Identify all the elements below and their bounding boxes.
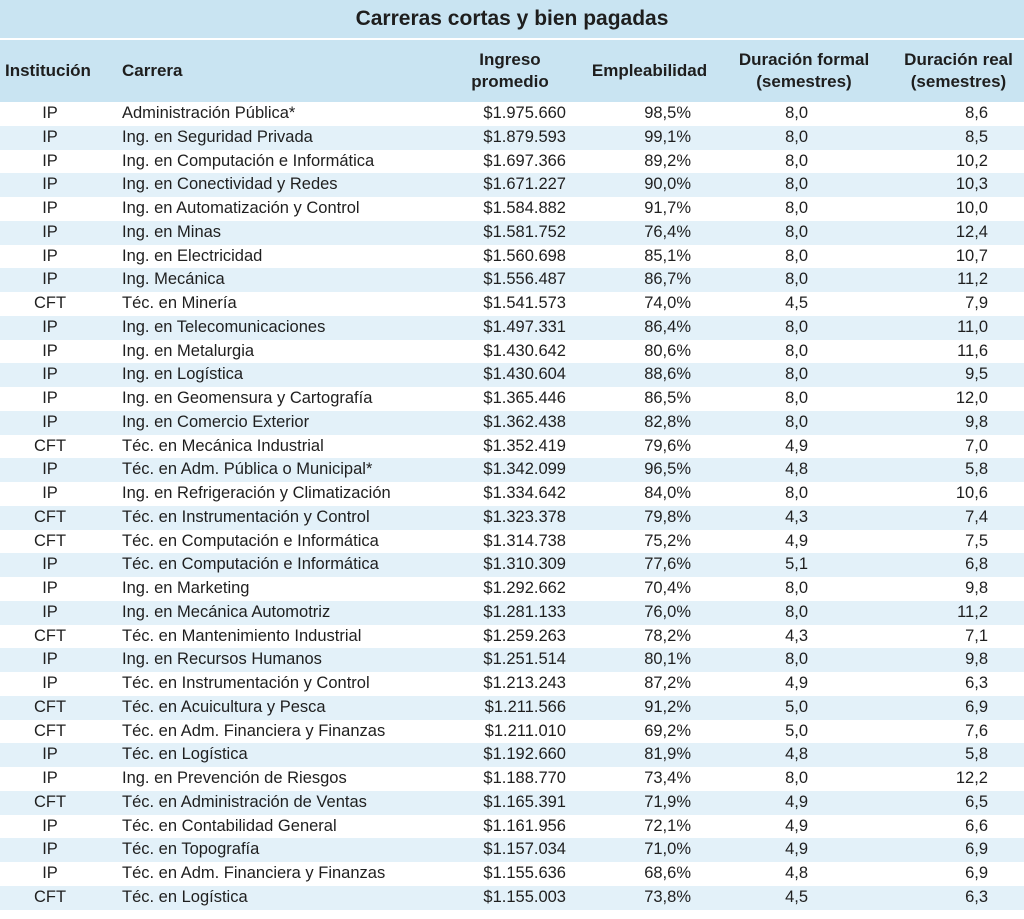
cell-institucion: CFT bbox=[33, 887, 67, 906]
cell-institucion: IP bbox=[42, 555, 58, 574]
cell-empleabilidad: 73,8% bbox=[644, 887, 691, 906]
cell-duracion-formal: 8,0 bbox=[785, 151, 808, 170]
header-duracion-real-line1: Duración real bbox=[904, 50, 1013, 69]
cell-empleabilidad: 68,6% bbox=[644, 864, 691, 882]
cell-carrera: Téc. en Mecánica Industrial bbox=[122, 436, 324, 455]
table-row bbox=[0, 340, 1024, 364]
cell-carrera: Ing. en Marketing bbox=[122, 579, 250, 597]
cell-carrera: Téc. en Instrumentación y Control bbox=[122, 674, 370, 692]
header-carrera: Carrera bbox=[122, 61, 183, 80]
cell-institucion: IP bbox=[42, 175, 58, 194]
cell-duracion-formal: 4,9 bbox=[785, 792, 808, 811]
cell-ingreso: $1.213.243 bbox=[483, 674, 566, 692]
cell-duracion-real: 11,6 bbox=[957, 341, 988, 360]
cell-duracion-formal: 8,0 bbox=[785, 484, 808, 502]
cell-ingreso: $1.155.003 bbox=[483, 887, 566, 906]
cell-carrera: Téc. en Logística bbox=[122, 887, 248, 906]
cell-institucion: CFT bbox=[33, 507, 67, 526]
table-row bbox=[0, 126, 1024, 150]
cell-duracion-real: 10,0 bbox=[955, 199, 988, 217]
cell-duracion-real: 6,9 bbox=[965, 840, 988, 859]
table-row bbox=[0, 767, 1024, 791]
cell-institucion: IP bbox=[42, 104, 58, 122]
cell-carrera: Téc. en Contabilidad General bbox=[122, 816, 337, 835]
cell-institucion: IP bbox=[42, 674, 58, 692]
cell-duracion-real: 9,8 bbox=[965, 412, 988, 431]
cell-empleabilidad: 99,1% bbox=[644, 127, 691, 146]
cell-empleabilidad: 91,2% bbox=[644, 697, 691, 716]
cell-carrera: Téc. en Instrumentación y Control bbox=[122, 507, 370, 526]
cell-duracion-real: 12,2 bbox=[955, 769, 988, 787]
cell-ingreso: $1.697.366 bbox=[483, 151, 566, 170]
cell-duracion-formal: 5,1 bbox=[785, 555, 808, 574]
cell-duracion-formal: 5,0 bbox=[785, 697, 808, 716]
cell-institucion: CFT bbox=[33, 626, 67, 645]
cell-institucion: CFT bbox=[33, 721, 67, 740]
cell-institucion: IP bbox=[42, 745, 58, 764]
table-row bbox=[0, 245, 1024, 269]
header-duracion-formal-line2: (semestres) bbox=[756, 72, 852, 91]
cell-empleabilidad: 86,7% bbox=[644, 270, 691, 289]
cell-carrera: Téc. en Minería bbox=[122, 294, 237, 312]
cell-empleabilidad: 79,8% bbox=[644, 507, 691, 526]
table-row bbox=[0, 411, 1024, 435]
cell-ingreso: $1.251.514 bbox=[483, 650, 566, 669]
cell-duracion-formal: 4,8 bbox=[785, 460, 808, 479]
cell-duracion-formal: 8,0 bbox=[785, 365, 808, 384]
header-ingreso-line2: promedio bbox=[471, 72, 549, 91]
cell-carrera: Ing. en Minas bbox=[122, 222, 222, 241]
cell-duracion-real: 8,5 bbox=[965, 127, 988, 146]
cell-carrera: Téc. en Administración de Ventas bbox=[122, 792, 367, 811]
cell-ingreso: $1.556.487 bbox=[483, 270, 566, 289]
cell-duracion-formal: 8,0 bbox=[785, 175, 808, 194]
cell-ingreso: $1.879.593 bbox=[483, 127, 566, 146]
cell-carrera: Téc. en Acuicultura y Pesca bbox=[122, 697, 326, 716]
cell-empleabilidad: 78,2% bbox=[644, 626, 691, 645]
cell-ingreso: $1.581.752 bbox=[483, 222, 566, 241]
cell-duracion-formal: 4,8 bbox=[785, 864, 808, 882]
cell-institucion: IP bbox=[42, 602, 58, 621]
cell-duracion-formal: 8,0 bbox=[785, 199, 808, 217]
cell-duracion-real: 7,5 bbox=[965, 531, 988, 550]
cell-institucion: IP bbox=[42, 199, 58, 217]
cell-empleabilidad: 74,0% bbox=[644, 294, 691, 312]
table-row bbox=[0, 292, 1024, 316]
table-row bbox=[0, 553, 1024, 577]
table-row bbox=[0, 506, 1024, 530]
cell-empleabilidad: 86,4% bbox=[644, 317, 691, 336]
cell-institucion: IP bbox=[42, 270, 58, 289]
table-row bbox=[0, 696, 1024, 720]
cell-duracion-formal: 8,0 bbox=[785, 579, 808, 597]
cell-ingreso: $1.323.378 bbox=[483, 507, 566, 526]
header-ingreso-line1: Ingreso bbox=[479, 50, 541, 69]
cell-ingreso: $1.281.133 bbox=[483, 602, 566, 621]
cell-ingreso: $1.155.636 bbox=[483, 864, 566, 882]
cell-ingreso: $1.292.662 bbox=[483, 579, 566, 597]
cell-duracion-formal: 4,9 bbox=[785, 531, 808, 550]
cell-ingreso: $1.560.698 bbox=[483, 246, 566, 265]
cell-carrera: Ing. en Comercio Exterior bbox=[122, 412, 310, 431]
cell-empleabilidad: 77,6% bbox=[644, 555, 691, 574]
cell-duracion-formal: 8,0 bbox=[785, 270, 808, 289]
cell-ingreso: $1.430.604 bbox=[483, 365, 566, 384]
cell-ingreso: $1.497.331 bbox=[483, 317, 566, 336]
cell-empleabilidad: 96,5% bbox=[644, 460, 691, 479]
cell-institucion: IP bbox=[42, 317, 58, 336]
cell-carrera: Ing. en Refrigeración y Climatización bbox=[122, 484, 391, 502]
cell-empleabilidad: 75,2% bbox=[644, 531, 691, 550]
cell-empleabilidad: 81,9% bbox=[644, 745, 691, 764]
cell-ingreso: $1.161.956 bbox=[483, 816, 566, 835]
cell-institucion: IP bbox=[42, 412, 58, 431]
cell-duracion-real: 10,3 bbox=[955, 175, 988, 194]
cell-ingreso: $1.259.263 bbox=[483, 626, 566, 645]
table-row bbox=[0, 625, 1024, 649]
cell-institucion: IP bbox=[42, 246, 58, 265]
table-row bbox=[0, 173, 1024, 197]
cell-ingreso: $1.342.099 bbox=[483, 460, 566, 479]
cell-duracion-formal: 8,0 bbox=[785, 317, 808, 336]
cell-institucion: CFT bbox=[33, 531, 67, 550]
cell-empleabilidad: 69,2% bbox=[644, 721, 691, 740]
cell-ingreso: $1.430.642 bbox=[483, 341, 566, 360]
cell-institucion: IP bbox=[42, 650, 58, 669]
cell-ingreso: $1.334.642 bbox=[483, 484, 566, 502]
cell-empleabilidad: 90,0% bbox=[644, 175, 691, 194]
cell-institucion: IP bbox=[42, 127, 58, 146]
table-row bbox=[0, 815, 1024, 839]
cell-carrera: Ing. en Telecomunicaciones bbox=[122, 317, 326, 336]
cell-ingreso: $1.157.034 bbox=[483, 840, 566, 859]
cell-empleabilidad: 98,5% bbox=[644, 104, 691, 122]
cell-duracion-real: 6,6 bbox=[965, 816, 988, 835]
cell-carrera: Ing. Mecánica bbox=[122, 270, 225, 289]
cell-duracion-formal: 8,0 bbox=[785, 246, 808, 265]
cell-duracion-formal: 8,0 bbox=[785, 127, 808, 146]
cell-duracion-real: 9,8 bbox=[965, 579, 988, 597]
table-row bbox=[0, 102, 1024, 126]
cell-institucion: CFT bbox=[33, 792, 67, 811]
cell-duracion-formal: 8,0 bbox=[785, 341, 808, 360]
cell-ingreso: $1.352.419 bbox=[483, 436, 566, 455]
table-row bbox=[0, 268, 1024, 292]
table-row bbox=[0, 862, 1024, 886]
cell-empleabilidad: 71,0% bbox=[644, 840, 691, 859]
header-ingreso bbox=[450, 40, 570, 102]
cell-ingreso: $1.211.566 bbox=[484, 697, 566, 716]
cell-duracion-formal: 4,8 bbox=[785, 745, 808, 764]
cell-carrera: Téc. en Adm. Financiera y Finanzas bbox=[122, 864, 386, 882]
cell-empleabilidad: 80,1% bbox=[644, 650, 691, 669]
cell-ingreso: $1.188.770 bbox=[483, 769, 566, 787]
cell-institucion: IP bbox=[42, 840, 58, 859]
cell-empleabilidad: 80,6% bbox=[644, 341, 691, 360]
cell-duracion-real: 9,8 bbox=[965, 650, 988, 669]
cell-duracion-formal: 4,9 bbox=[785, 816, 808, 835]
table-row bbox=[0, 791, 1024, 815]
table-row bbox=[0, 197, 1024, 221]
table-row bbox=[0, 886, 1024, 910]
cell-duracion-real: 11,0 bbox=[957, 317, 988, 336]
table-row bbox=[0, 577, 1024, 601]
cell-duracion-formal: 4,9 bbox=[785, 840, 808, 859]
cell-duracion-real: 6,3 bbox=[965, 674, 988, 692]
cell-carrera: Ing. en Prevención de Riesgos bbox=[122, 769, 347, 787]
table-title: Carreras cortas y bien pagadas bbox=[0, 0, 1024, 40]
cell-duracion-formal: 5,0 bbox=[785, 721, 808, 740]
cell-empleabilidad: 71,9% bbox=[644, 792, 691, 811]
cell-empleabilidad: 79,6% bbox=[644, 436, 691, 455]
cell-duracion-real: 6,3 bbox=[965, 887, 988, 906]
cell-duracion-formal: 8,0 bbox=[785, 104, 808, 122]
cell-duracion-real: 12,0 bbox=[955, 389, 988, 407]
cell-carrera: Ing. en Logística bbox=[122, 365, 244, 384]
cell-institucion: CFT bbox=[33, 697, 67, 716]
cell-duracion-real: 11,2 bbox=[957, 602, 988, 621]
table-row bbox=[0, 316, 1024, 340]
cell-carrera: Ing. en Mecánica Automotriz bbox=[122, 602, 331, 621]
header-duracion-formal-line1: Duración formal bbox=[738, 50, 870, 69]
cell-empleabilidad: 72,1% bbox=[644, 816, 691, 835]
table-row bbox=[0, 150, 1024, 174]
cell-duracion-real: 7,1 bbox=[965, 626, 988, 645]
cell-duracion-formal: 4,5 bbox=[785, 887, 808, 906]
cell-institucion: IP bbox=[42, 864, 58, 882]
cell-empleabilidad: 70,4% bbox=[644, 579, 691, 597]
table-header bbox=[0, 40, 1024, 102]
cell-duracion-formal: 8,0 bbox=[785, 602, 808, 621]
cell-duracion-formal: 4,3 bbox=[785, 507, 808, 526]
header-empleabilidad: Empleabilidad bbox=[591, 61, 708, 80]
cell-institucion: CFT bbox=[33, 294, 67, 312]
table-row bbox=[0, 743, 1024, 767]
cell-institucion: IP bbox=[42, 389, 58, 407]
header-duracion-real bbox=[893, 40, 1024, 102]
cell-duracion-real: 7,9 bbox=[965, 294, 988, 312]
table-row bbox=[0, 838, 1024, 862]
table-row bbox=[0, 221, 1024, 245]
cell-duracion-real: 7,0 bbox=[965, 436, 988, 455]
table-row bbox=[0, 435, 1024, 459]
cell-duracion-formal: 4,9 bbox=[785, 674, 808, 692]
cell-carrera: Téc. en Logística bbox=[122, 745, 248, 764]
cell-duracion-real: 6,5 bbox=[965, 792, 988, 811]
cell-institucion: IP bbox=[42, 151, 58, 170]
table-row bbox=[0, 458, 1024, 482]
cell-carrera: Ing. en Seguridad Privada bbox=[122, 127, 313, 146]
cell-carrera: Ing. en Electricidad bbox=[122, 246, 263, 265]
header-duracion-formal bbox=[728, 40, 880, 102]
cell-duracion-real: 7,4 bbox=[965, 507, 988, 526]
cell-institucion: IP bbox=[42, 484, 58, 502]
cell-duracion-real: 7,6 bbox=[965, 721, 988, 740]
cell-institucion: IP bbox=[42, 222, 58, 241]
cell-ingreso: $1.584.882 bbox=[483, 199, 566, 217]
cell-ingreso: $1.314.738 bbox=[483, 531, 566, 550]
cell-empleabilidad: 82,8% bbox=[644, 412, 691, 431]
cell-carrera: Téc. en Computación e Informática bbox=[122, 555, 379, 574]
cell-duracion-formal: 8,0 bbox=[785, 650, 808, 669]
cell-duracion-formal: 4,5 bbox=[785, 294, 808, 312]
cell-empleabilidad: 73,4% bbox=[644, 769, 691, 787]
cell-carrera: Ing. en Recursos Humanos bbox=[122, 650, 322, 669]
table-row bbox=[0, 363, 1024, 387]
cell-duracion-real: 5,8 bbox=[965, 745, 988, 764]
cell-empleabilidad: 88,6% bbox=[644, 365, 691, 384]
cell-duracion-formal: 8,0 bbox=[785, 412, 808, 431]
cell-carrera: Ing. en Automatización y Control bbox=[122, 199, 360, 217]
cell-duracion-real: 9,5 bbox=[965, 365, 988, 384]
cell-empleabilidad: 87,2% bbox=[644, 674, 691, 692]
cell-institucion: IP bbox=[42, 341, 58, 360]
cell-duracion-formal: 8,0 bbox=[785, 222, 808, 241]
cell-duracion-real: 10,2 bbox=[955, 151, 988, 170]
table-body bbox=[0, 102, 1024, 910]
cell-duracion-formal: 8,0 bbox=[785, 389, 808, 407]
cell-ingreso: $1.211.010 bbox=[484, 721, 566, 740]
table-row bbox=[0, 530, 1024, 554]
cell-ingreso: $1.192.660 bbox=[483, 745, 566, 764]
cell-institucion: IP bbox=[42, 769, 58, 787]
cell-carrera: Téc. en Mantenimiento Industrial bbox=[122, 626, 362, 645]
cell-institucion: IP bbox=[42, 460, 58, 479]
table-row bbox=[0, 672, 1024, 696]
cell-empleabilidad: 91,7% bbox=[644, 199, 691, 217]
cell-carrera: Ing. en Metalurgia bbox=[122, 341, 255, 360]
table-row bbox=[0, 601, 1024, 625]
cell-institucion: IP bbox=[42, 816, 58, 835]
cell-duracion-real: 5,8 bbox=[965, 460, 988, 479]
cell-empleabilidad: 76,4% bbox=[644, 222, 691, 241]
cell-institucion: CFT bbox=[33, 436, 67, 455]
cell-empleabilidad: 84,0% bbox=[644, 484, 691, 502]
cell-duracion-real: 10,7 bbox=[955, 246, 988, 265]
cell-carrera: Téc. en Computación e Informática bbox=[122, 531, 379, 550]
cell-carrera: Téc. en Adm. Financiera y Finanzas bbox=[122, 721, 386, 740]
cell-duracion-real: 12,4 bbox=[955, 222, 988, 241]
cell-duracion-real: 10,6 bbox=[955, 484, 988, 502]
cell-empleabilidad: 89,2% bbox=[644, 151, 691, 170]
cell-institucion: IP bbox=[42, 365, 58, 384]
header-duracion-real-line2: (semestres) bbox=[910, 72, 1007, 91]
cell-carrera: Téc. en Topografía bbox=[122, 840, 260, 859]
table-row bbox=[0, 648, 1024, 672]
cell-duracion-real: 6,9 bbox=[965, 697, 988, 716]
cell-duracion-real: 11,2 bbox=[957, 270, 988, 289]
cell-duracion-real: 6,9 bbox=[965, 864, 988, 882]
cell-ingreso: $1.310.309 bbox=[483, 555, 566, 574]
cell-ingreso: $1.362.438 bbox=[483, 412, 566, 431]
cell-empleabilidad: 85,1% bbox=[644, 246, 691, 265]
cell-ingreso: $1.975.660 bbox=[483, 104, 566, 122]
cell-duracion-real: 8,6 bbox=[965, 104, 988, 122]
cell-ingreso: $1.365.446 bbox=[483, 389, 566, 407]
cell-institucion: IP bbox=[42, 579, 58, 597]
table-row bbox=[0, 720, 1024, 744]
cell-ingreso: $1.671.227 bbox=[483, 175, 566, 194]
table-row bbox=[0, 387, 1024, 411]
cell-carrera: Ing. en Geomensura y Cartografía bbox=[122, 389, 373, 407]
header-institucion: Institución bbox=[5, 61, 91, 80]
cell-duracion-formal: 4,9 bbox=[785, 436, 808, 455]
cell-carrera: Téc. en Adm. Pública o Municipal* bbox=[122, 460, 373, 479]
cell-duracion-real: 6,8 bbox=[965, 555, 988, 574]
cell-carrera: Ing. en Computación e Informática bbox=[122, 151, 375, 170]
cell-ingreso: $1.165.391 bbox=[483, 792, 566, 811]
cell-empleabilidad: 86,5% bbox=[644, 389, 691, 407]
cell-empleabilidad: 76,0% bbox=[644, 602, 691, 621]
cell-ingreso: $1.541.573 bbox=[483, 294, 566, 312]
cell-duracion-formal: 8,0 bbox=[785, 769, 808, 787]
table-row bbox=[0, 482, 1024, 506]
cell-carrera: Ing. en Conectividad y Redes bbox=[122, 175, 338, 194]
cell-carrera: Administración Pública* bbox=[122, 104, 296, 122]
cell-duracion-formal: 4,3 bbox=[785, 626, 808, 645]
